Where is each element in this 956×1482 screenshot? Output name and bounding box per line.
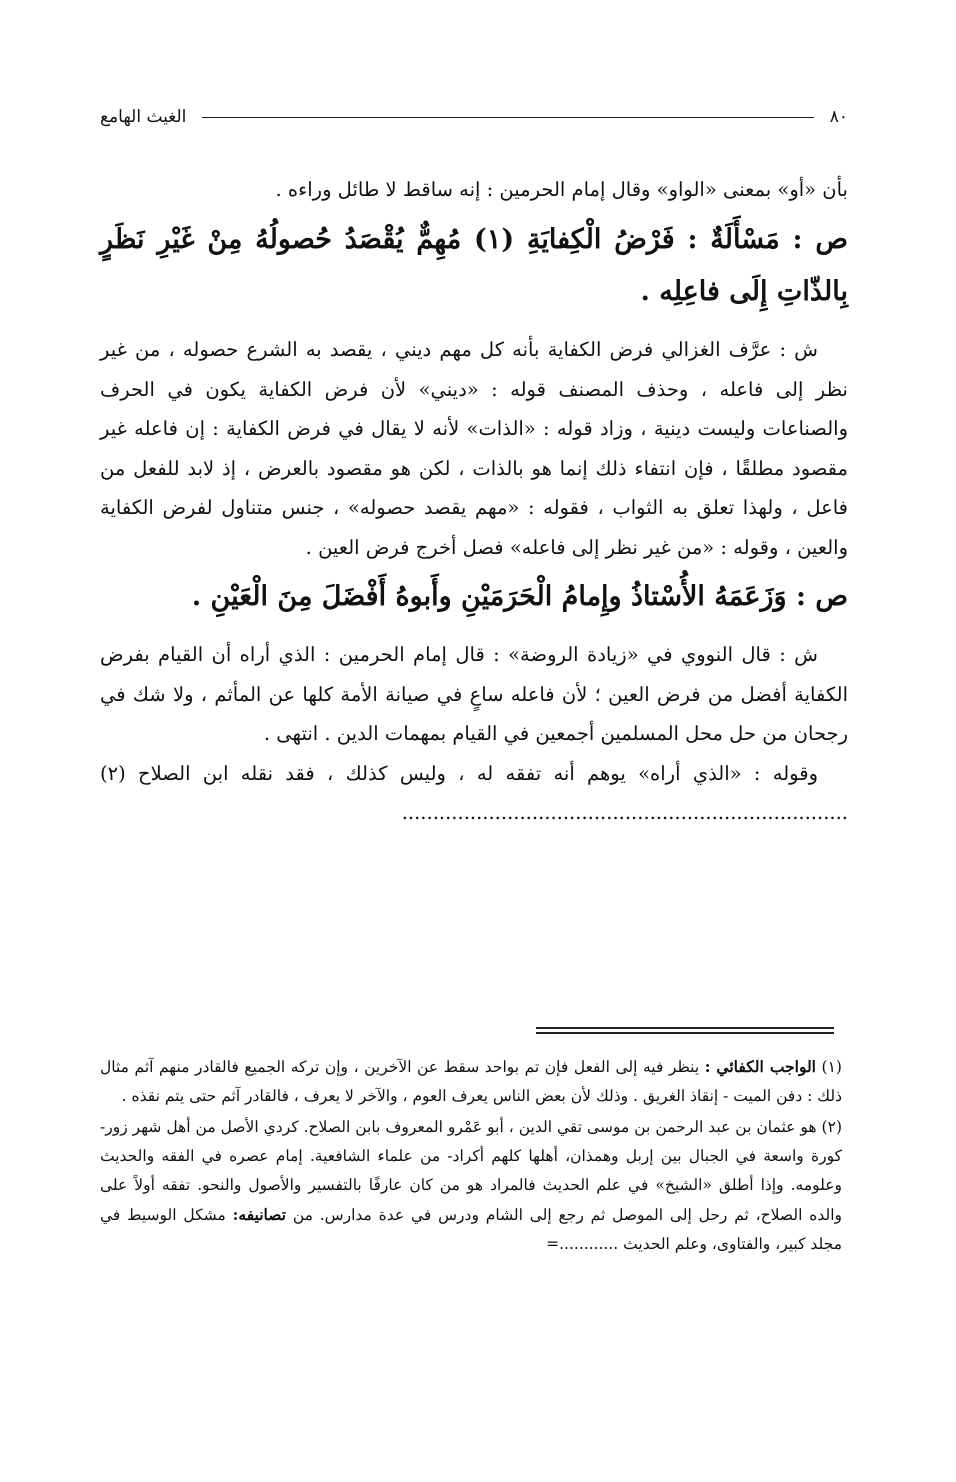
sharh-paragraph-3: وقوله : «الذي أراه» يوهم أنه تفقه له ، وليس كذلك ، فقد نقله ابن الصلاح (٢) ........................................................................ [100,761,848,824]
footnote-2 [100,1113,842,1259]
page-number: ٨٠ [829,107,848,127]
matn-heading-1: ص : مَسْأَلَةٌ : فَرْضُ الْكِفايَةِ (١) مُهِمٌّ يُقْصَدُ حُصولُهُ مِنْ غَيْرِ نَظَرٍ بِالذّاتِ إِلَى فاعِلِه . [100,224,848,307]
footnote-separator [536,1027,834,1034]
footnote-2-text-b: مشكل الوسيط في مجلد كبير، والفتاوى، وعلم الحديث ............= [100,1206,842,1253]
header-rule [202,117,813,118]
footnote-1 [100,1052,842,1111]
matn-heading-2: ص : وَزَعَمَهُ الأُسْتاذُ وإِمامُ الْحَرَمَيْنِ وأَبوهُ أَفْضَلَ مِنَ الْعَيْنِ . [191,581,848,612]
footnote-2-text-a: هو عثمان بن عبد الرحمن بن موسى تقي الدين ، أبو عَمْرو المعروف بابن الصلاح. كردي الأصل من أهل شهر زور- كورة واسعة في الجبال بين إربل وهمذان، أهلها كلهم أكراد- من علماء الشافعية. إمام عصره في الفقه والحديث وعلومه. وإذا أطلق «الشيخ» في علم الحديث فالمراد هو من كان عارفًا بالتفسير والأصول والنحو. تفقه أولاً على والده الصلاح، ثم رحل إلى الموصل ثم رجع إلى الشام ودرس في عدة مدارس. من [100,1118,842,1224]
continuation-paragraph: بأن «أو» بمعنى «الواو» وقال إمام الحرمين : إنه ساقط لا طائل وراءه . [275,178,848,201]
footnote-1-text: ينظر فيه إلى الفعل فإن تم بواحد سقط عن الآخرين ، وإن تركه الجميع فالقادر منهم آثم مثال ذلك : دفن الميت - إنقاذ الغريق . وذلك لأن بعض الناس يعرف العوم ، والآخر لا يعرف ، فالقادر آثم حتى يتم نقذه . [100,1058,842,1105]
footnote-2-marker: (٢) [821,1118,842,1136]
sharh-paragraph-2: ش : قال النووي في «زيادة الروضة» : قال إمام الحرمين : الذي أراه أن القيام بفرض الكفاية أفضل من فرض العين ؛ لأن فاعله ساعٍ في صيانة الأمة كلها عن المأثم ، ولا شك في رجحان من حل محل المسلمين أجمعين في القيام بمهمات الدين . انتهى . [100,643,848,745]
footnote-1-marker: (١) [821,1058,842,1076]
main-text [100,170,848,833]
footnotes [100,1052,842,1261]
page-header [100,100,848,134]
footnote-1-term: الواجب الكفائي : [704,1057,816,1076]
running-title: الغيث الهامع [100,107,187,127]
footnote-2-term: تصانيفه: [232,1205,286,1224]
sharh-paragraph-1: ش : عرَّف الغزالي فرض الكفاية بأنه كل مهم ديني ، يقصد به الشرع حصوله ، من غير نظر إلى فاعله ، وحذف المصنف قوله : «ديني» لأن فرض الكفاية يكون في الحرف والصناعات وليست دينية ، وزاد قوله : «الذات» لأنه لا يقال في فرض الكفاية : إن فاعله غير مقصود مطلقًا ، فإن انتفاء ذلك إنما هو بالذات ، لكن هو مقصود بالعرض ، إذ لابد للفعل من فاعل ، ولهذا تعلق به الثواب ، فقوله : «مهم يقصد حصوله» ، جنس متناول لفرض الكفاية والعين ، وقوله : «من غير نظر إلى فاعله» فصل أخرج فرض العين . [100,338,848,559]
